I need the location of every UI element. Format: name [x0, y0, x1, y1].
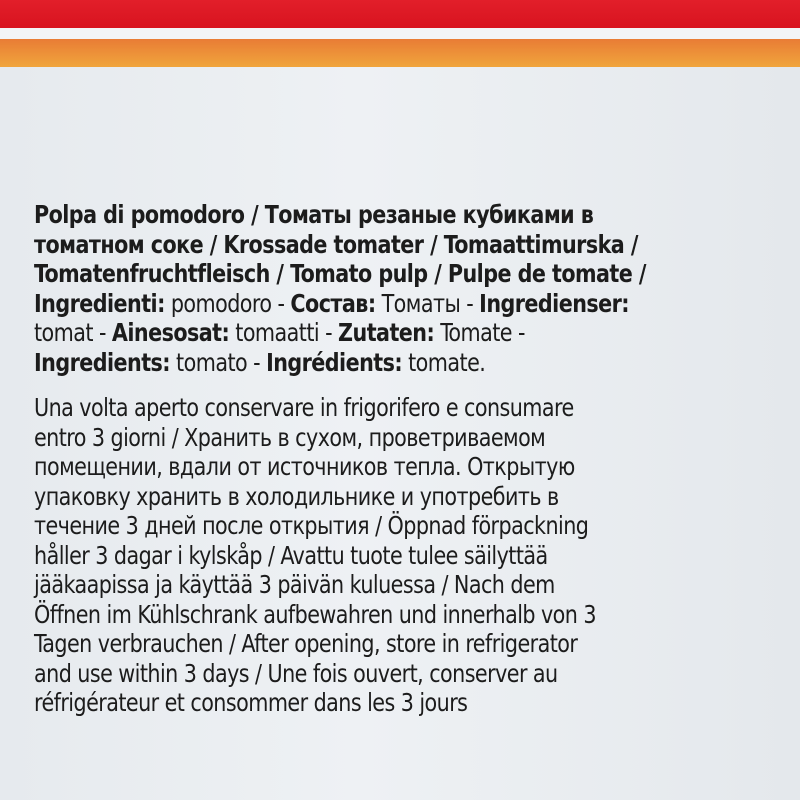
orange-stripe	[0, 39, 800, 67]
text-run: томатном соке / Krossade tomater / Tomaattimurska /	[34, 229, 638, 259]
text-run: Ingredienti:	[34, 288, 165, 318]
ingredients-line	[34, 259, 730, 289]
storage-line: Una volta aperto conservare in frigorifero e consumare	[34, 393, 574, 422]
text-run: tomato -	[170, 347, 267, 377]
label-text	[34, 200, 730, 718]
ingredients-line	[34, 348, 730, 378]
storage-line: réfrigérateur et consommer dans les 3 jours	[34, 688, 468, 717]
storage-line: Tagen verbrauchen / After opening, store in refrigerator	[34, 629, 578, 658]
storage-paragraph	[34, 393, 730, 718]
text-run: Zutaten:	[338, 318, 435, 347]
storage-line: течение 3 дней после открытия / Öppnad förpackning	[34, 511, 589, 540]
ingredients-line	[34, 200, 730, 230]
text-run: Tomatenfruchtfleisch / Tomato pulp / Pulpe de tomate /	[34, 259, 646, 288]
text-run: Состав:	[290, 288, 376, 318]
white-stripe	[0, 28, 800, 39]
storage-line: håller 3 dagar i kylskåp / Avattu tuote tulee säilyttää	[34, 540, 548, 570]
ingredients-line	[34, 230, 730, 260]
text-run: tomaatti -	[229, 318, 339, 347]
storage-line: and use within 3 days / Une fois ouvert, conserver au	[34, 658, 558, 688]
storage-line: jääkaapissa ja käyttää 3 päivän kuluessa / Nach dem	[34, 570, 555, 599]
ingredients-line	[34, 289, 730, 319]
text-run: tomate.	[402, 347, 486, 377]
ingredients-line	[34, 318, 730, 348]
text-run: Ingredients:	[34, 347, 171, 377]
text-run: Ingredienser:	[479, 288, 630, 318]
storage-line: Öffnen im Kühlschrank aufbewahren und innerhalb von 3	[34, 599, 596, 629]
text-run: Томаты -	[375, 288, 480, 318]
text-run: pomodoro -	[164, 288, 291, 318]
text-run: Ingrédients:	[266, 347, 403, 377]
storage-line: упаковку хранить в холодильнике и употребить в	[34, 481, 559, 511]
text-run: Polpa di pomodoro / Томаты резаные кубиками в	[34, 200, 594, 229]
text-run: tomat -	[34, 318, 112, 347]
storage-line: помещении, вдали от источников тепла. Открытую	[34, 452, 575, 481]
red-stripe	[0, 0, 800, 28]
text-run: Tomate -	[434, 318, 525, 347]
ingredients-paragraph	[34, 200, 730, 377]
text-run: Ainesosat:	[111, 318, 230, 347]
storage-line: entro 3 giorni / Хранить в сухом, проветриваемом	[34, 422, 546, 452]
